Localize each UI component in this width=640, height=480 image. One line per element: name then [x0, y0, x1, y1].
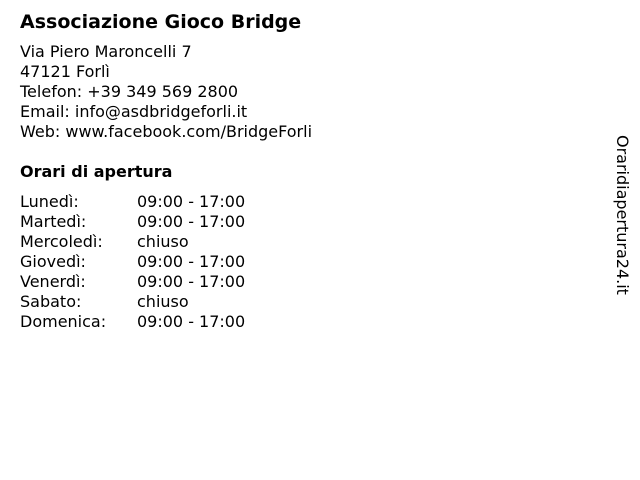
hours-row-sunday [20, 312, 590, 332]
hours-time: chiuso [137, 292, 189, 311]
hours-time: 09:00 - 17:00 [137, 192, 246, 211]
hours-row-wednesday [20, 232, 590, 252]
hours-time: 09:00 - 17:00 [137, 212, 246, 231]
hours-day: Venerdì: [20, 272, 86, 291]
hours-time: 09:00 - 17:00 [137, 252, 246, 271]
hours-day: Domenica: [20, 312, 107, 331]
hours-row-tuesday [20, 212, 590, 232]
hours-day: Lunedì: [20, 192, 79, 211]
hours-time: 09:00 - 17:00 [137, 272, 246, 291]
hours-row-monday [20, 192, 590, 212]
hours-day: Sabato: [20, 292, 82, 311]
hours-day: Giovedì: [20, 252, 86, 271]
site-watermark: Oraridiapertura24.it [613, 135, 632, 295]
hours-day: Mercoledì: [20, 232, 103, 251]
hours-time: 09:00 - 17:00 [137, 312, 246, 331]
opening-hours-title: Orari di apertura [20, 162, 173, 181]
hours-row-saturday [20, 292, 590, 312]
hours-row-thursday [20, 252, 590, 272]
opening-hours-table [20, 192, 590, 332]
business-card [20, 8, 590, 332]
postal-city: 47121 Forlì [20, 62, 110, 81]
hours-time: chiuso [137, 232, 189, 251]
web-line: Web: www.facebook.com/BridgeForli [20, 122, 313, 141]
business-name: Associazione Gioco Bridge [20, 11, 302, 33]
hours-day: Martedì: [20, 212, 87, 231]
email-line: Email: info@asdbridgeforli.it [20, 102, 248, 121]
hours-row-friday [20, 272, 590, 292]
phone-line: Telefon: +39 349 569 2800 [20, 82, 239, 101]
street-address: Via Piero Maroncelli 7 [20, 42, 192, 61]
